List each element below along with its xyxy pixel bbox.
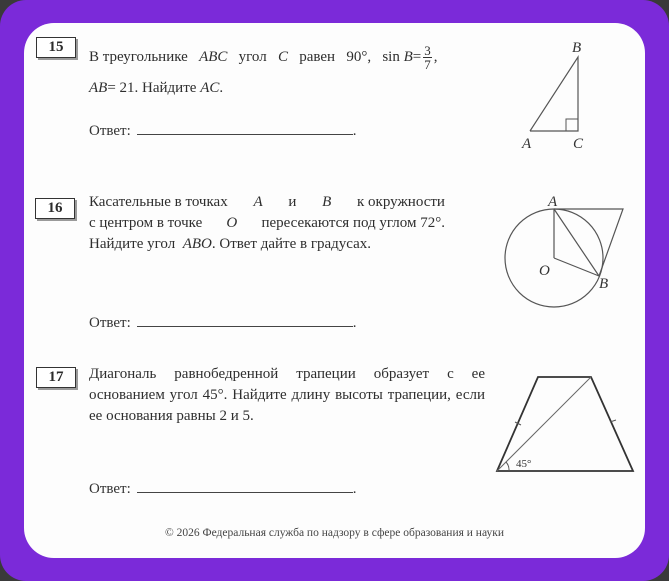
answer-field-17[interactable]: [89, 478, 357, 498]
label-a: A: [548, 194, 558, 210]
answer-line[interactable]: [137, 478, 353, 493]
answer-label: Ответ:: [89, 123, 131, 139]
trapezoid-figure: [490, 370, 640, 480]
text-fragment: к окружности: [357, 194, 445, 210]
task-16-text: [89, 192, 445, 255]
fraction: [423, 44, 432, 71]
task-16-line1: [89, 192, 445, 213]
var-abo: ABO: [182, 236, 212, 252]
sin-var: B: [403, 48, 413, 65]
text-fragment: ,: [433, 48, 438, 65]
task-15-line2: [89, 78, 223, 99]
label-o: O: [539, 263, 550, 279]
var-ac: AC: [200, 80, 220, 96]
task-number-16: 16: [35, 198, 75, 219]
text-fragment: .: [352, 315, 357, 331]
angle-value: 90°,: [346, 48, 372, 65]
task-16-line2: [89, 213, 445, 234]
var-ab: AB: [89, 80, 108, 96]
text-fragment: угол: [238, 48, 267, 65]
task-15-text: [89, 44, 509, 71]
answer-line[interactable]: [137, 312, 353, 327]
answer-field-16[interactable]: [89, 312, 357, 332]
text-fragment: равен: [299, 48, 336, 65]
answer-label: Ответ:: [89, 481, 131, 497]
task-16-line3: [89, 234, 445, 255]
label-c: C: [573, 136, 584, 152]
sin-label: sin: [382, 48, 400, 65]
copyright-footer: © 2026 Федеральная служба по надзору в сфере образования и науки: [165, 527, 504, 539]
task-number-17: 17: [36, 367, 76, 388]
var-a: A: [253, 194, 263, 210]
circle-tangents-figure: [500, 192, 640, 322]
var-abc: ABC: [199, 48, 228, 65]
text-fragment: пересекаются под углом 72°.: [261, 215, 445, 231]
fraction-numerator: 3: [424, 43, 431, 58]
label-b: B: [599, 276, 609, 292]
equals-sign: =: [412, 48, 422, 65]
text-fragment: . Ответ дайте в градусах.: [211, 236, 372, 252]
var-b: B: [322, 194, 332, 210]
text-fragment: и: [288, 194, 297, 210]
label-a: A: [522, 136, 532, 152]
var-c: C: [277, 48, 288, 65]
answer-field-15[interactable]: [89, 120, 357, 140]
answer-label: Ответ:: [89, 315, 131, 331]
text-fragment: Касательные в точках: [89, 194, 228, 210]
var-o: O: [226, 215, 238, 231]
text-fragment: .: [352, 123, 357, 139]
text-fragment: .: [352, 481, 357, 497]
task-number-15: 15: [36, 37, 76, 58]
text-fragment: В треугольнике: [89, 48, 188, 65]
right-triangle-figure: [520, 40, 590, 150]
angle-label: 45°: [516, 458, 532, 470]
fraction-denominator: 7: [424, 57, 431, 72]
label-b: B: [572, 40, 582, 56]
answer-line[interactable]: [137, 120, 353, 135]
text-fragment: с центром в точке: [89, 215, 203, 231]
text-fragment: .: [219, 80, 224, 96]
text-fragment: Найдите угол: [89, 236, 176, 252]
task-17-text: Диагональ равнобедренной трапеции образует с ее основанием угол 45°. Найдите длину высоты трапеции, если ее основания равны 2 и 5.: [89, 366, 485, 424]
text-fragment: = 21. Найдите: [107, 80, 197, 96]
